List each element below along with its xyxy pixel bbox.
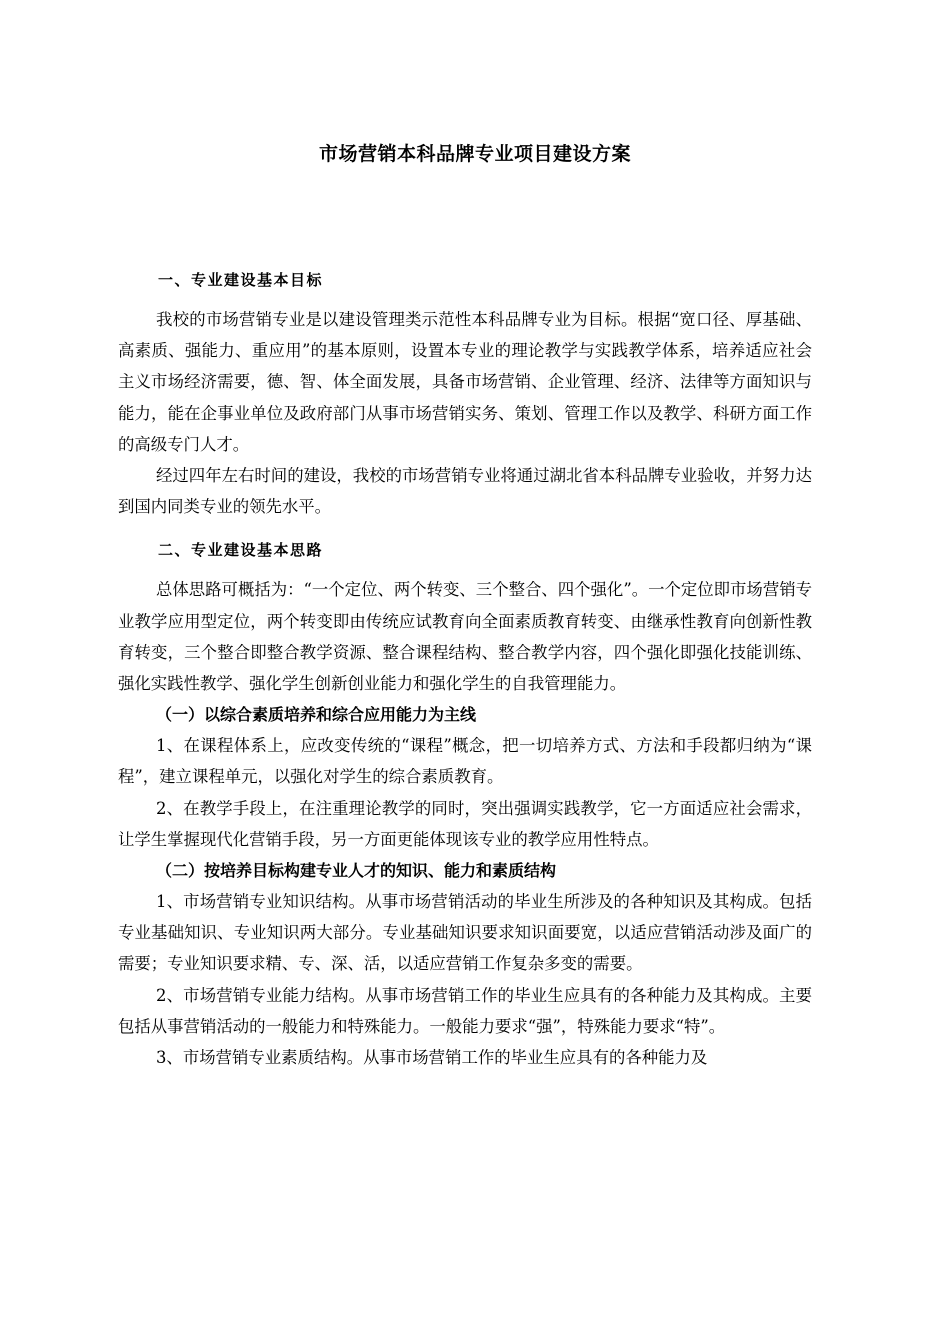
subsection-heading-1: （一）以综合素质培养和综合应用能力为主线 [156, 705, 477, 725]
section-heading-goals: 一、专业建设基本目标 [158, 271, 324, 289]
document-title: 市场营销本科品牌专业项目建设方案 [318, 143, 631, 165]
paragraph-sub1-2: 2、在教学手段上，在注重理论教学的同时，突出强调实践教学，它一方面适应社会需求，让学生掌握现代化营销手段，另一方面更能体现该专业的教学应用性特点。 [118, 798, 812, 849]
paragraph-goals-1: 我校的市场营销专业是以建设管理类示范性本科品牌专业为目标。根据“宽口径、厚基础、高素质、强能力、重应用”的基本原则，设置本专业的理论教学与实践教学体系，培养适应社会主义市场经济需要，德、智、体全面发展，具备市场营销、企业管理、经济、法律等方面知识与能力，能在企事业单位及政府部门从事市场营销实务、策划、管理工作以及教学、科研方面工作的高级专门人才。 [118, 310, 812, 454]
spacer [118, 522, 812, 534]
document-body [118, 264, 812, 1073]
paragraph-sub2-3: 3、市场营销专业素质结构。从事市场营销工作的毕业生应具有的各种能力及 [156, 1048, 708, 1068]
paragraph-approach-intro: 总体思路可概括为：“一个定位、两个转变、三个整合、四个强化”。一个定位即市场营销专业教学应用型定位，两个转变即由传统应试教育向全面素质教育转变、由继承性教育向创新性教育转变，三个整合即整合教学资源、整合课程结构、整合教学内容，四个强化即强化技能训练、强化实践性教学、强化学生创新创业能力和强化学生的自我管理能力。 [118, 580, 812, 694]
paragraph-sub1-1: 1、在课程体系上，应改变传统的“课程”概念，把一切培养方式、方法和手段都归纳为“课程”，建立课程单元，以强化对学生的综合素质教育。 [118, 736, 812, 787]
section-heading-approach: 二、专业建设基本思路 [158, 541, 324, 560]
paragraph-sub2-2: 2、市场营销专业能力结构。从事市场营销工作的毕业生应具有的各种能力及其构成。主要包括从事营销活动的一般能力和特殊能力。一般能力要求“强”，特殊能力要求“特”。 [118, 985, 812, 1036]
spacer [118, 566, 812, 574]
spacer [118, 296, 812, 304]
subsection-heading-2: （二）按培养目标构建专业人才的知识、能力和素质结构 [156, 861, 557, 881]
paragraph-goals-2: 经过四年左右时间的建设，我校的市场营销专业将通过湖北省本科品牌专业验收，并努力达到国内同类专业的领先水平。 [118, 466, 812, 517]
paragraph-sub2-1: 1、市场营销专业知识结构。从事市场营销活动的毕业生所涉及的各种知识及其构成。包括专业基础知识、专业知识两大部分。专业基础知识要求知识面要宽，以适应营销活动涉及面广的需要；专业知识要求精、专、深、活，以适应营销工作复杂多变的需要。 [118, 892, 812, 974]
